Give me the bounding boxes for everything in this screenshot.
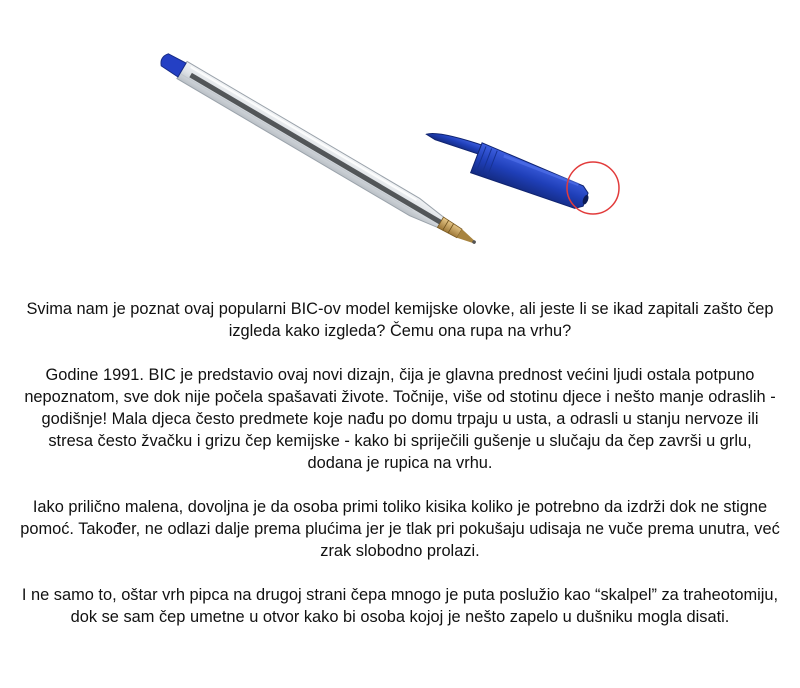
paragraph-tracheotomy: I ne samo to, oštar vrh pipca na drugoj strani čepa mnogo je puta poslužio kao “skalpel” za traheotomiju, dok se sam čep umetne u otvor kako bi osoba kojoj je nešto zapelo u dušniku mogla disati. [21, 586, 779, 626]
paragraph-intro: Svima nam je poznat ovaj popularni BIC-ov model kemijske olovke, ali jeste li se ikad zapitali zašto čep izgleda kako izgleda? Čemu ona rupa na vrhu? [26, 300, 774, 340]
pen-cap [419, 123, 593, 215]
paragraph-airflow: Iako prilično malena, dovoljna je da osoba primi toliko kisika koliko je potrebno da izdrži dok ne stigne pomoć. Također, ne odlazi dalje prema plućima jer je tlak pri pokušaju udisaja ne vuče prema unutra, već zrak slobodno prolazi. [20, 498, 780, 560]
article [20, 298, 780, 628]
pen-illustration [0, 0, 800, 280]
pen-body [157, 50, 481, 252]
paragraph-history: Godine 1991. BIC je predstavio ovaj novi dizajn, čija je glavna prednost većini ljudi ostala potpuno nepoznatom, sve dok nije počela spašavati živote. Točnije, više od stotinu djece i nešto manje odraslih - godišnje! Mala djeca često predmete koje nađu po domu trpaju u usta, a odrasli u stanju nervoze ili stresa često žvačku i grizu čep kemijske - kako bi spriječili gušenje u slučaju da čep završi u grlu, dodana je rupica na vrhu. [24, 366, 776, 472]
